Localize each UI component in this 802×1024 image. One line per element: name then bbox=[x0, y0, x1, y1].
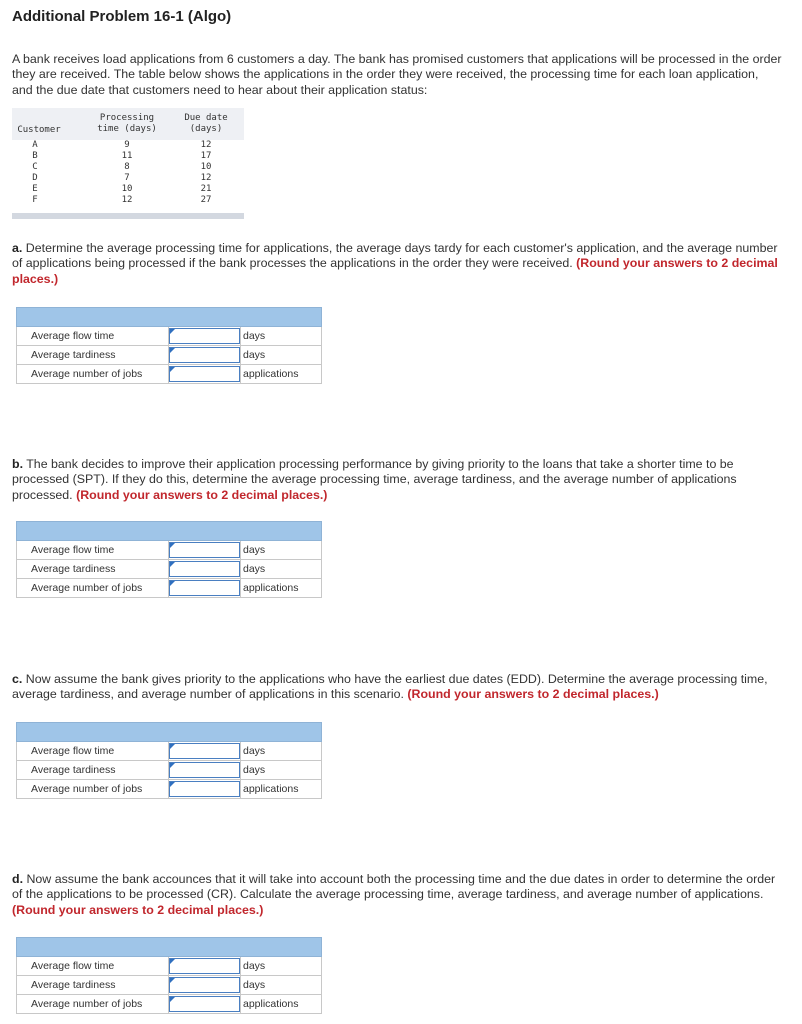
c-flow-time-input[interactable] bbox=[169, 743, 240, 759]
a-tardiness-input[interactable] bbox=[169, 347, 240, 363]
answer-row-flow bbox=[16, 327, 322, 346]
unit-days: days bbox=[243, 544, 266, 556]
d-tardiness-input[interactable] bbox=[169, 977, 240, 993]
part-a-note: (Round your answers to 2 decimal places.) bbox=[12, 256, 778, 286]
answer-row-jobs bbox=[16, 995, 322, 1014]
unit-applications: applications bbox=[243, 783, 299, 795]
cell-processing: 7 bbox=[124, 173, 130, 183]
cell-processing: 9 bbox=[124, 140, 130, 150]
cell-customer: D bbox=[32, 173, 38, 183]
cell-customer: C bbox=[32, 162, 38, 172]
answer-table-b bbox=[16, 521, 322, 598]
part-b-text: The bank decides to improve their application processing performance by giving priority to the loans that take a shorter time to be processed (SPT). If they do this, determine the average processing time, average tardiness, and the average number of applications processed. bbox=[12, 457, 737, 502]
unit-days: days bbox=[243, 563, 266, 575]
answer-row-tardiness bbox=[16, 346, 322, 365]
answer-row-jobs bbox=[16, 780, 322, 799]
cell-processing: 8 bbox=[124, 162, 130, 172]
jobs-label: Average number of jobs bbox=[31, 368, 143, 380]
cell-due: 21 bbox=[200, 184, 212, 194]
part-d-text: Now assume the bank accounces that it will take into account both the processing time and the due dates in order to determine the order of the applications to be processed (CR). Calculate the average processing time, average tardiness, and average number of applications. bbox=[12, 872, 776, 902]
table-row bbox=[12, 151, 244, 162]
unit-applications: applications bbox=[243, 368, 299, 380]
answer-table-header-bar bbox=[16, 521, 322, 541]
part-c-note: (Round your answers to 2 decimal places.) bbox=[407, 687, 659, 702]
unit-days: days bbox=[243, 960, 266, 972]
answer-row-flow bbox=[16, 742, 322, 761]
table-row bbox=[12, 140, 244, 151]
answer-row-jobs bbox=[16, 365, 322, 384]
table-header bbox=[12, 108, 244, 140]
a-jobs-input[interactable] bbox=[169, 366, 240, 382]
part-a-lead: a. bbox=[12, 241, 23, 255]
unit-days: days bbox=[243, 349, 266, 361]
part-d-question bbox=[12, 872, 782, 918]
jobs-label: Average number of jobs bbox=[31, 783, 143, 795]
unit-days: days bbox=[243, 764, 266, 776]
part-c-lead: c. bbox=[12, 672, 23, 686]
d-flow-time-input[interactable] bbox=[169, 958, 240, 974]
header-processing-1: Processing bbox=[99, 113, 155, 123]
cell-due: 12 bbox=[200, 140, 212, 150]
part-c-text: Now assume the bank gives priority to the applications who have the earliest due dates (EDD). Determine the average processing time, average tardiness, and average number of applications in this scenario. bbox=[12, 672, 768, 702]
unit-applications: applications bbox=[243, 998, 299, 1010]
tardiness-label: Average tardiness bbox=[31, 764, 116, 776]
part-b-question bbox=[12, 457, 782, 503]
answer-table-header-bar bbox=[16, 937, 322, 957]
data-table bbox=[12, 108, 244, 219]
answer-row-jobs bbox=[16, 579, 322, 598]
flow-time-label: Average flow time bbox=[31, 745, 115, 757]
part-c-question bbox=[12, 672, 782, 703]
tardiness-label: Average tardiness bbox=[31, 563, 116, 575]
answer-table-header-bar bbox=[16, 307, 322, 327]
answer-table-d bbox=[16, 937, 322, 1014]
d-jobs-input[interactable] bbox=[169, 996, 240, 1012]
table-row bbox=[12, 195, 244, 206]
unit-days: days bbox=[243, 979, 266, 991]
answer-row-tardiness bbox=[16, 560, 322, 579]
flow-time-label: Average flow time bbox=[31, 960, 115, 972]
unit-applications: applications bbox=[243, 582, 299, 594]
header-processing-2: time (days) bbox=[97, 124, 157, 134]
part-d-note: (Round your answers to 2 decimal places.) bbox=[12, 902, 264, 917]
header-due-2: (days) bbox=[189, 124, 223, 134]
cell-customer: F bbox=[32, 195, 38, 205]
part-d-lead: d. bbox=[12, 872, 24, 886]
c-tardiness-input[interactable] bbox=[169, 762, 240, 778]
cell-due: 27 bbox=[200, 195, 212, 205]
answer-row-tardiness bbox=[16, 761, 322, 780]
flow-time-label: Average flow time bbox=[31, 544, 115, 556]
unit-days: days bbox=[243, 745, 266, 757]
part-a-text: Determine the average processing time for applications, the average days tardy for each customer's application, and the average number of applications being processed if the bank processes the applications in the order they were received. bbox=[12, 241, 778, 271]
c-jobs-input[interactable] bbox=[169, 781, 240, 797]
flow-time-label: Average flow time bbox=[31, 330, 115, 342]
answer-row-flow bbox=[16, 957, 322, 976]
table-row bbox=[12, 162, 244, 173]
cell-customer: A bbox=[32, 140, 38, 150]
cell-customer: B bbox=[32, 151, 38, 161]
cell-processing: 11 bbox=[121, 151, 133, 161]
table-row bbox=[12, 184, 244, 195]
answer-row-tardiness bbox=[16, 976, 322, 995]
cell-due: 12 bbox=[200, 173, 212, 183]
tardiness-label: Average tardiness bbox=[31, 349, 116, 361]
jobs-label: Average number of jobs bbox=[31, 582, 143, 594]
part-b-note: (Round your answers to 2 decimal places.) bbox=[76, 487, 328, 502]
cell-due: 17 bbox=[200, 151, 212, 161]
tardiness-label: Average tardiness bbox=[31, 979, 116, 991]
answer-row-flow bbox=[16, 541, 322, 560]
cell-customer: E bbox=[32, 184, 38, 194]
page-title: Additional Problem 16-1 (Algo) bbox=[12, 8, 232, 25]
answer-table-c bbox=[16, 722, 322, 799]
table-row bbox=[12, 173, 244, 184]
b-jobs-input[interactable] bbox=[169, 580, 240, 596]
unit-days: days bbox=[243, 330, 266, 342]
part-a-question bbox=[12, 241, 782, 287]
answer-table-header-bar bbox=[16, 722, 322, 742]
header-due-1: Due date bbox=[184, 113, 228, 123]
a-flow-time-input[interactable] bbox=[169, 328, 240, 344]
jobs-label: Average number of jobs bbox=[31, 998, 143, 1010]
answer-table-a bbox=[16, 307, 322, 384]
cell-due: 10 bbox=[200, 162, 212, 172]
b-flow-time-input[interactable] bbox=[169, 542, 240, 558]
intro-text: A bank receives load applications from 6 customers a day. The bank has promised customers that applications will be processed in the order they are received. The table below shows the applications in the order they were received, the processing time for each loan application, and the due date that customers need to hear about their application status: bbox=[12, 52, 782, 97]
cell-processing: 10 bbox=[121, 184, 133, 194]
header-customer: Customer bbox=[17, 125, 61, 135]
part-b-lead: b. bbox=[12, 457, 24, 471]
cell-processing: 12 bbox=[121, 195, 133, 205]
b-tardiness-input[interactable] bbox=[169, 561, 240, 577]
